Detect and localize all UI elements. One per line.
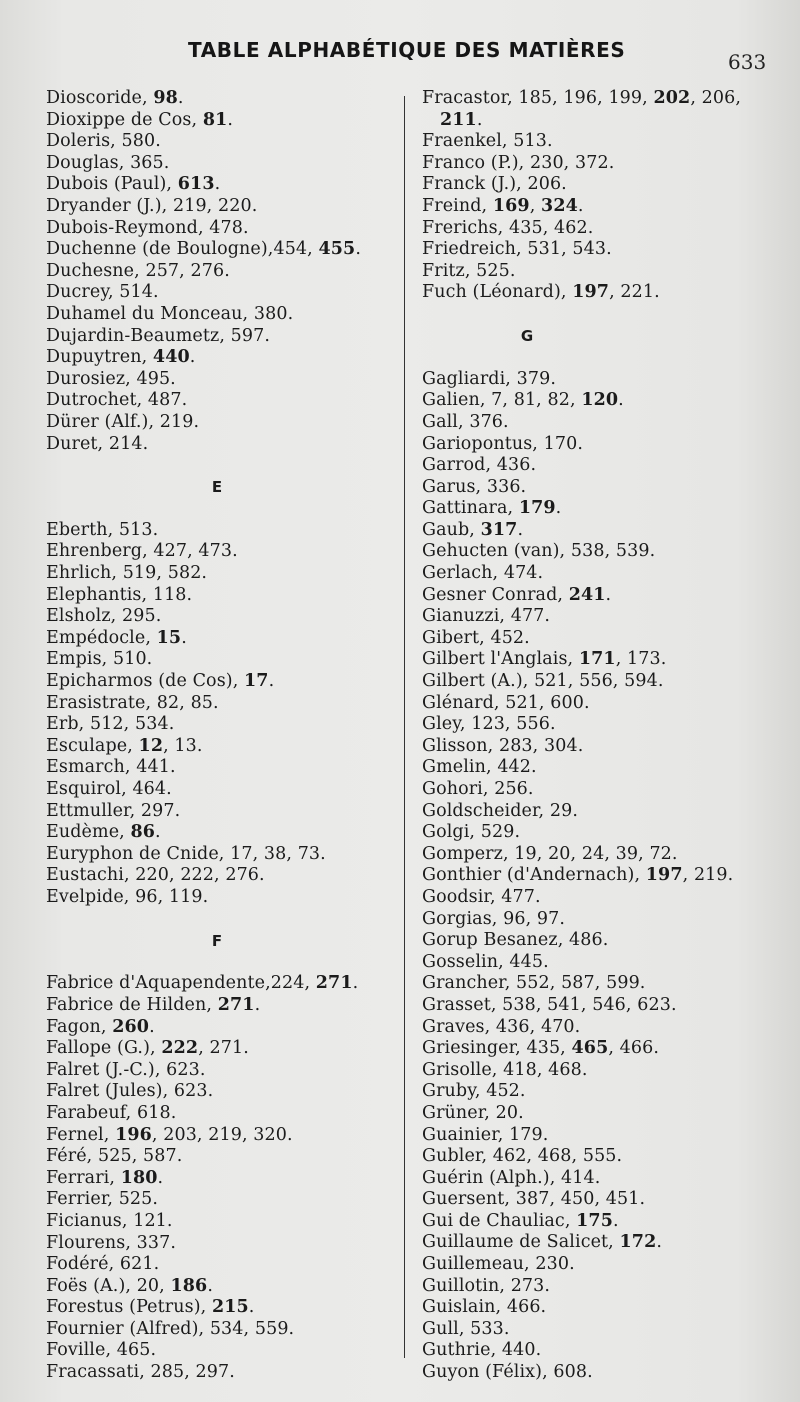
page-ref: , 219.	[682, 865, 734, 886]
entry-text: Gerlach, 474.	[422, 563, 544, 584]
bold-page-ref: 215	[211, 1297, 249, 1318]
entry-text: Elsholz, 295.	[46, 606, 162, 627]
entry-text: Evelpide, 96, 119.	[46, 886, 209, 907]
entry-text: Garrod, 436.	[422, 455, 537, 476]
index-entry	[46, 995, 398, 1017]
entry-text: Gesner Conrad,	[422, 584, 569, 605]
section-letter: G	[520, 326, 534, 345]
entry-text: Forestus (Petrus),	[46, 1297, 212, 1318]
index-entry	[46, 973, 398, 995]
page-ref: .	[214, 174, 221, 195]
index-entry	[422, 1146, 782, 1168]
bold-page-ref: 186	[170, 1275, 208, 1296]
index-entry	[422, 714, 782, 736]
entry-text: Gariopontus, 170.	[422, 433, 583, 454]
entry-text: Fabrice d'Aquapendente,224,	[46, 973, 316, 994]
entry-text: Ferrier, 525.	[46, 1189, 159, 1210]
entry-text: Gley, 123, 556.	[422, 714, 556, 735]
page-ref: , 221.	[609, 282, 660, 303]
index-entry	[422, 1081, 782, 1103]
page-ref: , 203, 219, 320.	[151, 1124, 293, 1145]
bold-page-ref: 81	[202, 109, 228, 130]
running-title: TABLE ALPHABÉTIQUE DES MATIÈRES	[188, 38, 626, 62]
index-entry	[46, 541, 398, 563]
entry-text: Grüner, 20.	[422, 1102, 524, 1123]
entry-text: Fracassati, 285, 297.	[46, 1362, 235, 1383]
index-entry	[422, 498, 782, 520]
index-entry	[422, 887, 782, 909]
index-entry	[422, 477, 782, 499]
index-entry	[422, 930, 782, 952]
bold-page-ref: 271	[217, 994, 255, 1015]
entry-text: Franco (P.), 230, 372.	[422, 152, 615, 173]
index-entry	[46, 563, 398, 585]
index-entry	[422, 196, 782, 218]
entry-text: Fracastor, 185, 196, 199,	[422, 88, 654, 108]
entry-text: Guillotin, 273.	[422, 1275, 551, 1296]
page-ref: , 173.	[615, 649, 667, 670]
bold-page-ref: 15	[156, 627, 182, 648]
entry-text: Guainier, 179.	[422, 1124, 549, 1145]
entry-text: Fraenkel, 513.	[422, 131, 553, 152]
entry-text: Gehucten (van), 538, 539.	[422, 541, 656, 562]
index-entry	[46, 347, 398, 369]
column-divider	[404, 96, 405, 1358]
page-ref: ,	[529, 195, 542, 216]
entry-text: Gomperz, 19, 20, 24, 39, 72.	[422, 843, 678, 864]
entry-text: Gattinara,	[422, 498, 519, 519]
index-entry	[422, 218, 782, 240]
index-entry	[422, 671, 782, 693]
entry-text: Goodsir, 477.	[422, 886, 541, 907]
entry-text: Fodéré, 621.	[46, 1254, 160, 1275]
entry-text: Erb, 512, 534.	[46, 714, 175, 735]
entry-text: Gall, 376.	[422, 411, 509, 432]
entry-text: Grasset, 538, 541, 546, 623.	[422, 994, 677, 1015]
bold-page-ref: 324	[541, 195, 578, 216]
index-entry	[46, 1362, 398, 1384]
page-ref: .	[155, 822, 161, 843]
bold-page-ref: 455	[318, 239, 356, 260]
entry-text: Esmarch, 441.	[46, 757, 176, 778]
index-entry	[46, 1125, 398, 1147]
entry-text: Guislain, 466.	[422, 1297, 547, 1318]
entry-text: Gmelin, 442.	[422, 757, 537, 778]
page-ref: .	[207, 1275, 214, 1296]
index-entry	[422, 649, 782, 671]
entry-text: Galien, 7, 81, 82,	[422, 390, 582, 411]
index-entry	[46, 714, 398, 736]
index-entry	[46, 671, 398, 693]
index-entry	[46, 1103, 398, 1125]
entry-text: Gruby, 452.	[422, 1081, 526, 1102]
page-ref: .	[189, 347, 196, 368]
index-entry	[46, 865, 398, 887]
index-entry	[46, 131, 398, 153]
entry-text: Fournier (Alfred), 534, 559.	[46, 1318, 295, 1339]
index-column-left	[46, 88, 398, 1384]
page-ref: .	[605, 584, 612, 605]
entry-text: Gonthier (d'Andernach),	[422, 865, 646, 886]
page-ref: .	[555, 498, 562, 519]
entry-text: Doleris, 580.	[46, 131, 161, 152]
index-entry	[46, 887, 398, 909]
page-ref: .	[254, 994, 261, 1015]
entry-text: Friedreich, 531, 543.	[422, 239, 612, 260]
bold-page-ref: 241	[568, 584, 606, 605]
entry-text: Durosiez, 495.	[46, 368, 176, 389]
index-entry	[422, 585, 782, 607]
index-entry	[422, 1297, 782, 1319]
entry-text: Esquirol, 464.	[46, 779, 172, 800]
index-entry	[46, 304, 398, 326]
bold-page-ref: 169	[492, 195, 530, 216]
entry-text: Ferrari,	[46, 1167, 121, 1188]
index-entry	[422, 1125, 782, 1147]
index-entry	[46, 412, 398, 434]
entry-text: Freind,	[422, 195, 493, 216]
index-entry	[422, 390, 782, 412]
bold-page-ref: 613	[177, 174, 215, 195]
bold-page-ref: 271	[315, 973, 353, 994]
section-letter: E	[211, 478, 223, 497]
entry-text: Fernel,	[46, 1124, 116, 1145]
bold-page-ref: 211	[440, 109, 477, 130]
entry-text: Gianuzzi, 477.	[422, 606, 551, 627]
index-entry	[422, 693, 782, 715]
entry-text: Douglas, 365.	[46, 152, 170, 173]
entry-text: Flourens, 337.	[46, 1232, 177, 1253]
page-ref: , 466.	[608, 1038, 660, 1059]
index-entry	[422, 563, 782, 585]
entry-text: Dubois (Paul),	[46, 174, 178, 195]
section-letter: F	[211, 931, 223, 950]
entry-text: Dutrochet, 487.	[46, 390, 188, 411]
entry-text: Fritz, 525.	[422, 260, 516, 281]
index-entry	[422, 1168, 782, 1190]
index-entry	[422, 110, 782, 132]
index-entry	[46, 153, 398, 175]
entry-text: Fabrice de Hilden,	[46, 994, 218, 1015]
page-ref: , 206,	[690, 88, 742, 108]
index-entry	[46, 822, 398, 844]
bold-page-ref: 196	[115, 1124, 152, 1145]
index-entry	[46, 282, 398, 304]
index-entry	[422, 1060, 782, 1082]
index-entry	[422, 628, 782, 650]
index-entry	[422, 757, 782, 779]
entry-text: Guillaume de Salicet,	[422, 1232, 620, 1253]
entry-text: Frerichs, 435, 462.	[422, 217, 594, 238]
entry-text: Gagliardi, 379.	[422, 368, 556, 389]
entry-text: Gui de Chauliac,	[422, 1210, 577, 1231]
entry-text: Epicharmos (de Cos),	[46, 671, 245, 692]
index-entry	[422, 434, 782, 456]
index-entry	[422, 1319, 782, 1341]
entry-text: Ehrenberg, 427, 473.	[46, 541, 238, 562]
entry-text: Dioxippe de Cos,	[46, 109, 203, 130]
index-entry	[422, 1340, 782, 1362]
entry-text: Gibert, 452.	[422, 627, 530, 648]
index-entry	[46, 736, 398, 758]
index-entry	[422, 865, 782, 887]
index-entry	[46, 390, 398, 412]
entry-text: Gilbert (A.), 521, 556, 594.	[422, 671, 664, 692]
entry-text: Falret (Jules), 623.	[46, 1081, 214, 1102]
entry-text: Dupuytren,	[46, 347, 153, 368]
bold-page-ref: 317	[480, 519, 518, 540]
index-entry	[422, 822, 782, 844]
entry-text: Glisson, 283, 304.	[422, 735, 584, 756]
index-entry	[46, 1211, 398, 1233]
page-ref: .	[181, 627, 187, 648]
index-entry	[422, 412, 782, 434]
bold-page-ref: 12	[138, 735, 164, 756]
index-entry	[46, 88, 398, 110]
entry-text: Gubler, 462, 468, 555.	[422, 1146, 623, 1167]
index-entry	[46, 649, 398, 671]
entry-text: Guersent, 387, 450, 451.	[422, 1189, 646, 1210]
index-entry	[46, 174, 398, 196]
entry-text: Guyon (Félix), 608.	[422, 1362, 593, 1383]
entry-text: Farabeuf, 618.	[46, 1102, 177, 1123]
bold-page-ref: 440	[152, 347, 190, 368]
index-entry	[46, 606, 398, 628]
page-number: 633	[728, 50, 767, 74]
index-entry	[422, 239, 782, 261]
index-entry	[46, 1168, 398, 1190]
index-entry	[46, 1081, 398, 1103]
entry-text: Guillemeau, 230.	[422, 1254, 575, 1275]
index-entry	[46, 1276, 398, 1298]
entry-text: Eudème,	[46, 822, 131, 843]
index-entry	[46, 844, 398, 866]
entry-text: Elephantis, 118.	[46, 584, 193, 605]
entry-text: Gohori, 256.	[422, 779, 534, 800]
index-entry	[422, 88, 782, 110]
page-ref: .	[355, 239, 362, 260]
index-entry	[422, 174, 782, 196]
index-entry	[46, 693, 398, 715]
entry-text: Golgi, 529.	[422, 822, 521, 843]
bold-page-ref: 465	[571, 1038, 609, 1059]
entry-text: Dryander (J.), 219, 220.	[46, 195, 258, 216]
bold-page-ref: 260	[112, 1016, 150, 1037]
entry-text: Glénard, 521, 600.	[422, 692, 590, 713]
index-entry	[422, 1211, 782, 1233]
index-entry	[46, 1146, 398, 1168]
page-ref: .	[227, 109, 234, 130]
bold-page-ref: 17	[244, 671, 269, 692]
entry-text: Fagon,	[46, 1016, 113, 1037]
index-entry	[46, 1189, 398, 1211]
index-entry	[422, 779, 782, 801]
entry-text: Gull, 533.	[422, 1318, 510, 1339]
bold-page-ref: 222	[161, 1038, 199, 1059]
index-column-right	[422, 88, 782, 1384]
index-entry	[46, 1060, 398, 1082]
index-entry	[46, 218, 398, 240]
index-entry	[46, 369, 398, 391]
page-ref: .	[517, 519, 524, 540]
entry-text: Eberth, 513.	[46, 519, 159, 540]
bold-page-ref: 202	[653, 88, 691, 108]
index-entry	[46, 757, 398, 779]
page-ref: .	[268, 671, 275, 692]
bold-page-ref: 175	[576, 1210, 613, 1231]
index-entry	[422, 606, 782, 628]
entry-text: Foville, 465.	[46, 1340, 157, 1361]
entry-text: Erasistrate, 82, 85.	[46, 692, 219, 713]
bold-page-ref: 120	[581, 390, 619, 411]
index-entry	[422, 455, 782, 477]
index-entry	[422, 1103, 782, 1125]
index-entry	[422, 131, 782, 153]
entry-text: Gorup Besanez, 486.	[422, 930, 609, 951]
entry-text: Empis, 510.	[46, 649, 153, 670]
index-entry	[46, 628, 398, 650]
index-entry	[422, 153, 782, 175]
index-entry	[422, 736, 782, 758]
index-entry	[422, 1189, 782, 1211]
index-entry	[422, 541, 782, 563]
index-entry	[422, 909, 782, 931]
page-ref: .	[149, 1016, 155, 1037]
page-ref: , 271.	[198, 1038, 249, 1059]
entry-text: Ficianus, 121.	[46, 1210, 173, 1231]
entry-text: Griesinger, 435,	[422, 1038, 572, 1059]
page-ref: .	[618, 390, 624, 411]
entry-text: Duhamel du Monceau, 380.	[46, 303, 294, 324]
entry-text: Gorgias, 96, 97.	[422, 908, 566, 929]
entry-text: Guthrie, 440.	[422, 1340, 542, 1361]
entry-text: Esculape,	[46, 735, 139, 756]
page-ref: .	[577, 195, 584, 216]
bold-page-ref: 98	[153, 88, 178, 108]
entry-text: Grancher, 552, 587, 599.	[422, 973, 646, 994]
entry-text: Euryphon de Cnide, 17, 38, 73.	[46, 843, 326, 864]
entry-text: Duret, 214.	[46, 433, 149, 454]
entry-text: Féré, 525, 587.	[46, 1146, 183, 1167]
index-entry	[46, 110, 398, 132]
index-entry	[46, 585, 398, 607]
index-entry	[422, 995, 782, 1017]
index-entry	[422, 261, 782, 283]
page-ref: .	[613, 1210, 619, 1231]
index-entry	[422, 520, 782, 542]
index-entry	[422, 282, 782, 304]
bold-page-ref: 197	[572, 282, 610, 303]
entry-text: Dioscoride,	[46, 88, 154, 108]
bold-page-ref: 171	[578, 649, 616, 670]
entry-text: Dürer (Alf.), 219.	[46, 411, 200, 432]
index-entry	[46, 196, 398, 218]
entry-text: Franck (J.), 206.	[422, 174, 567, 195]
entry-text: Duchesne, 257, 276.	[46, 260, 230, 281]
entry-text: Dubois-Reymond, 478.	[46, 217, 249, 238]
entry-text: Gosselin, 445.	[422, 951, 549, 972]
index-entry	[422, 1017, 782, 1039]
index-entry	[422, 1362, 782, 1384]
entry-text: Ettmuller, 297.	[46, 800, 181, 821]
index-entry	[422, 1038, 782, 1060]
page-ref: .	[656, 1232, 663, 1253]
index-entry	[422, 801, 782, 823]
index-entry	[46, 520, 398, 542]
entry-text: Grisolle, 418, 468.	[422, 1059, 588, 1080]
page-ref: .	[248, 1297, 255, 1318]
bold-page-ref: 179	[518, 498, 556, 519]
entry-text: Goldscheider, 29.	[422, 800, 578, 821]
entry-text: Duchenne (de Boulogne),454,	[46, 239, 319, 260]
bold-page-ref: 86	[130, 822, 156, 843]
bold-page-ref: 180	[120, 1167, 158, 1188]
page-ref: .	[157, 1167, 164, 1188]
entry-text: Dujardin-Beaumetz, 597.	[46, 325, 271, 346]
index-entry	[46, 1017, 398, 1039]
index-entry	[422, 369, 782, 391]
entry-text: Ducrey, 514.	[46, 282, 159, 303]
index-entry	[46, 801, 398, 823]
index-entry	[46, 1297, 398, 1319]
entry-text: Ehrlich, 519, 582.	[46, 563, 208, 584]
index-entry	[46, 1233, 398, 1255]
entry-text: Fallope (G.),	[46, 1038, 162, 1059]
entry-text: Guérin (Alph.), 414.	[422, 1167, 601, 1188]
index-entry	[422, 973, 782, 995]
entry-text: Falret (J.-C.), 623.	[46, 1059, 206, 1080]
entry-text: Foës (A.), 20,	[46, 1275, 171, 1296]
index-entry	[422, 844, 782, 866]
index-entry	[46, 434, 398, 456]
entry-text: Eustachi, 220, 222, 276.	[46, 865, 265, 886]
page-header	[0, 36, 800, 76]
index-entry	[422, 1254, 782, 1276]
page-ref: .	[476, 109, 483, 130]
entry-text: Garus, 336.	[422, 476, 527, 497]
entry-text: Gaub,	[422, 519, 481, 540]
entry-text: Gilbert l'Anglais,	[422, 649, 579, 670]
page-ref: , 13.	[163, 735, 203, 756]
index-entry	[422, 1232, 782, 1254]
bold-page-ref: 172	[619, 1232, 657, 1253]
index-entry	[46, 261, 398, 283]
page-ref: .	[352, 973, 359, 994]
index-entry	[46, 1254, 398, 1276]
entry-text: Fuch (Léonard),	[422, 282, 573, 303]
index-entry	[46, 779, 398, 801]
bold-page-ref: 197	[645, 865, 683, 886]
index-entry	[46, 1038, 398, 1060]
index-entry	[46, 1340, 398, 1362]
page-ref: .	[177, 88, 184, 108]
index-entry	[46, 1319, 398, 1341]
entry-text: Empédocle,	[46, 627, 157, 648]
entry-text: Graves, 436, 470.	[422, 1016, 581, 1037]
index-entry	[422, 1276, 782, 1298]
index-entry	[422, 952, 782, 974]
index-entry	[46, 239, 398, 261]
index-entry	[46, 326, 398, 348]
